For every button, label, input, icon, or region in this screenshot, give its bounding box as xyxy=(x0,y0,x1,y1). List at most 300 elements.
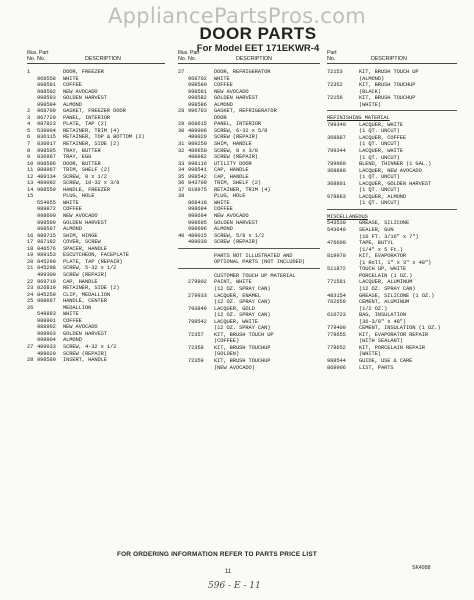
header-part: Part xyxy=(327,50,337,56)
part-number: 998581 xyxy=(188,88,207,95)
header-description: DESCRIPTION xyxy=(236,56,272,62)
part-description: LACQUER, WHITE xyxy=(359,148,403,155)
illus-number: 31 xyxy=(178,141,185,148)
illus-number: 16 xyxy=(27,232,34,239)
part-description: ALMOND xyxy=(214,101,233,108)
illus-number: 10 xyxy=(27,160,34,167)
part-number: 998903 xyxy=(37,330,56,337)
part-description: GOLDEN HARVEST xyxy=(214,219,258,226)
part-number: 543530 xyxy=(327,220,346,227)
part-description: PLATE, TAP (REPAIR) xyxy=(63,258,123,265)
part-number: 489134 xyxy=(37,173,56,180)
parts-column-1 xyxy=(27,50,165,364)
part-description: DOOR, FREEZER xyxy=(63,69,104,75)
illus-number: 6 xyxy=(27,134,31,141)
part-number: 998694 xyxy=(188,206,207,213)
part-description: ALMOND xyxy=(214,226,233,233)
part-number: 998695 xyxy=(188,219,207,226)
part-number: 998594 xyxy=(37,101,56,108)
part-description: LACQUER, NEW AVOCADO xyxy=(359,167,422,174)
illus-number: 40 xyxy=(178,232,185,239)
part-number: 998595 xyxy=(37,147,56,154)
parts-rows xyxy=(327,69,457,371)
parts-column-3 xyxy=(327,50,457,371)
part-description: WHITE xyxy=(214,199,230,206)
part-number: 988559 xyxy=(37,186,56,193)
part-description: SEALER, GUN xyxy=(359,227,394,234)
part-description: LIST, PARTS xyxy=(359,364,394,371)
part-number: 836017 xyxy=(37,141,56,148)
part-number: 72352 xyxy=(327,82,343,89)
illus-number: 28 xyxy=(178,108,185,115)
part-description: GOLDEN HARVEST xyxy=(63,95,107,102)
part-description: TAPE, BUTYL xyxy=(359,240,394,247)
part-description: SCREW (REPAIR) xyxy=(63,350,107,357)
part-number: 72153 xyxy=(327,69,343,75)
part-description: (12 OZ. SPRAY CAN) xyxy=(214,325,271,332)
part-number: 998580 xyxy=(188,82,207,89)
part-description: ALMOND xyxy=(63,337,82,344)
part-number: 279933 xyxy=(188,292,207,299)
part-number: 616723 xyxy=(327,312,346,319)
illus-number: 14 xyxy=(27,186,34,193)
part-number: 799344 xyxy=(327,148,346,155)
part-number: 489300 xyxy=(37,271,56,278)
part-description: MEDALLION xyxy=(63,304,92,311)
part-description: KIT, PORCELAIN REPAIR xyxy=(359,344,425,351)
part-number: 998591 xyxy=(37,82,56,89)
part-description: SCREW, 4-32 x 1/2 xyxy=(63,343,117,350)
part-description: LACQUER, GOLDEN HARVEST xyxy=(359,180,432,187)
part-number: 548883 xyxy=(37,311,56,318)
part-number xyxy=(188,365,214,372)
part-description: SHIM, HANDLE xyxy=(214,141,252,148)
part-number: 998667 xyxy=(37,298,56,305)
part-number: 989250 xyxy=(188,141,207,148)
header-description: DESCRIPTION xyxy=(371,56,407,62)
part-description: GREASE, SILICONE xyxy=(359,220,410,227)
part-description: RETAINER, TOP & BOTTOM (2) xyxy=(63,134,145,141)
part-description: DOOR, BUTTER xyxy=(63,160,101,167)
part-description: COFFEE xyxy=(63,206,82,213)
part-number: 989715 xyxy=(37,232,56,239)
illus-number: 9 xyxy=(27,154,31,161)
part-number: 867729 xyxy=(37,114,56,121)
part-description: (GOLDEN) xyxy=(214,351,240,358)
part-number: 779400 xyxy=(327,325,346,332)
part-number: 869906 xyxy=(327,364,346,371)
part-description: SCREW, 8 x 1/2 xyxy=(63,173,107,180)
illus-number: 23 xyxy=(27,285,34,292)
parts-rows xyxy=(27,69,165,364)
part-description: KIT, EVAPORATOR xyxy=(359,253,407,260)
part-description: RETAINER, TRIM (4) xyxy=(63,127,120,134)
part-description: (1 QT. UNCUT) xyxy=(359,187,400,194)
part-description: (COFFEE) xyxy=(214,338,240,345)
part-number: 762659 xyxy=(327,299,346,306)
part-description: SCREW, 5/8 x 1/2 xyxy=(214,232,265,239)
part-number: 989872 xyxy=(37,206,56,213)
part-description: (12 OZ. SPRAY CAN) xyxy=(214,299,271,306)
part-description: PLATE, TAP (2) xyxy=(63,121,107,128)
part-number: 998600 xyxy=(37,213,56,220)
part-description: GOLDEN HARVEST xyxy=(63,219,107,226)
illus-number: 19 xyxy=(27,252,34,259)
part-description: SCREW, 5-32 x 1/2 xyxy=(63,265,117,272)
illus-number: 20 xyxy=(27,258,34,265)
part-number: 868615 xyxy=(188,121,207,128)
part-number: 998597 xyxy=(37,226,56,233)
part-description: COFFEE xyxy=(63,317,82,324)
part-number: 489006 xyxy=(188,127,207,134)
part-description: PARTS NOT ILLUSTRATED AND xyxy=(214,252,293,259)
part-description: COFFEE xyxy=(214,206,233,213)
part-description: PANEL, INTERIOR xyxy=(214,121,262,128)
part-description: KIT, BRUSH TOUCH UP xyxy=(359,69,419,75)
part-number: 998542 xyxy=(188,173,207,180)
part-description: (NEW AVOCADO) xyxy=(214,364,255,371)
part-row xyxy=(178,259,320,266)
part-number: 845299 xyxy=(37,258,56,265)
part-description: KIT, BRUSH TOUCHUP xyxy=(214,344,271,351)
part-number: 998589 xyxy=(37,357,56,364)
watermark: AppliancePartsPros.com xyxy=(107,4,367,28)
part-description: TRIM, SHELF (2) xyxy=(214,180,262,187)
part-description: CEMENT, ALUMINUM xyxy=(359,299,410,306)
part-number: 819975 xyxy=(188,186,207,193)
part-number xyxy=(327,200,359,207)
part-description: (1 QT. UNCUT) xyxy=(359,154,400,161)
part-description: CLIP, MEDALLION xyxy=(63,291,111,298)
part-description: (ALMOND) xyxy=(359,75,385,82)
illus-number: 21 xyxy=(27,265,34,272)
part-description: CEMENT, INSULATION (1 OZ.) xyxy=(359,325,441,332)
part-description: ESCUTCHEON, FACEPLATE xyxy=(63,252,129,259)
part-number: 998586 xyxy=(188,101,207,108)
part-description: (1/2 OZ.) xyxy=(359,305,388,312)
header-rule xyxy=(327,63,457,64)
illus-number: 25 xyxy=(27,298,34,305)
part-number: 989153 xyxy=(37,252,56,259)
part-number: 988544 xyxy=(327,357,346,364)
part-number: 978883 xyxy=(327,193,346,200)
part-number: 843700 xyxy=(188,180,207,187)
illus-number: 32 xyxy=(178,147,185,154)
part-description: CAP, HANDLE xyxy=(63,278,98,285)
part-number: 987823 xyxy=(37,121,56,128)
part-description: RETAINER, SIDE (2) xyxy=(63,141,120,148)
part-number: 793849 xyxy=(188,305,207,312)
illus-number: 27 xyxy=(178,69,185,75)
part-number: 998116 xyxy=(188,160,207,167)
part-number: 988902 xyxy=(37,324,56,331)
part-number: 368889 xyxy=(327,167,346,174)
part-description: (12 OZ. SPRAY CAN) xyxy=(359,285,416,292)
illus-number xyxy=(178,365,188,372)
part-number: 72358 xyxy=(188,344,204,351)
part-description: GOLDEN HARVEST xyxy=(63,330,107,337)
part-number: 539904 xyxy=(37,127,56,134)
part-description: SCREW (REPAIR) xyxy=(214,239,258,246)
part-description: SCREW, 6-32 x 5/8 xyxy=(214,127,268,134)
ordering-footer: FOR ORDERING INFORMATION REFER TO PARTS PRICE LIST xyxy=(117,551,317,558)
part-number: 988901 xyxy=(37,317,56,324)
illus-number: 7 xyxy=(27,141,31,148)
part-number: 489030 xyxy=(188,239,207,246)
part-description: RETAINER, SIDE (2) xyxy=(63,285,120,292)
illus-number xyxy=(178,259,188,266)
part-description: GUIDE, USE & CARE xyxy=(359,357,413,364)
part-number: 72357 xyxy=(188,331,204,338)
part-number: 998541 xyxy=(188,167,207,174)
section-heading: MISCELLANEOUS xyxy=(327,213,368,220)
part-description: ALMOND xyxy=(63,226,82,233)
parts-column-2 xyxy=(178,50,320,371)
part-row xyxy=(178,365,320,372)
part-description: SCREW, 8 x 3/8 xyxy=(214,147,258,154)
illus-number: 37 xyxy=(178,186,185,193)
part-description: COVER, SCREW xyxy=(63,239,101,246)
illus-number: 28 xyxy=(27,357,34,364)
part-number: 368887 xyxy=(327,134,346,141)
part-description: TRIM, SHELF (2) xyxy=(63,167,111,174)
part-number: 998592 xyxy=(37,88,56,95)
illus-number: 33 xyxy=(178,160,185,167)
part-number: 771581 xyxy=(327,279,346,286)
part-description: PANEL, INTERIOR xyxy=(63,114,111,121)
part-description: CAP, HANDLE xyxy=(214,167,249,174)
part-description: (BLACK) xyxy=(359,88,381,95)
part-number: 543640 xyxy=(327,227,346,234)
part-description: PLUG, HOLE xyxy=(63,193,95,200)
part-description: CAP, HANDLE xyxy=(214,173,249,180)
part-description: UTILITY DOOR xyxy=(214,160,252,167)
header-no: No. xyxy=(27,56,36,62)
part-number: 826819 xyxy=(37,285,56,292)
part-description: GASKET, FREEZER DOOR xyxy=(63,108,126,115)
illus-number: 8 xyxy=(27,147,31,154)
part-description: HANDLE, CENTER xyxy=(63,298,107,305)
illus-number: 17 xyxy=(27,239,34,246)
part-description: (1 QT. UNCUT) xyxy=(359,174,400,181)
part-description: HANDLE, FREEZER xyxy=(63,186,111,193)
part-number: 489033 xyxy=(37,343,56,350)
part-description: TOUCH UP, WHITE xyxy=(359,266,407,273)
part-number: 998593 xyxy=(37,95,56,102)
part-description: (12 OZ. SPRAY CAN) xyxy=(214,312,271,319)
part-row xyxy=(178,239,320,246)
part-number: 998582 xyxy=(188,95,207,102)
part-number: 489015 xyxy=(188,232,207,239)
part-description: CUSTOMER TOUCH UP MATERIAL xyxy=(214,272,296,279)
part-number: 996703 xyxy=(188,108,207,115)
part-description: DOOR, REFRIGERATOR xyxy=(214,69,271,75)
header-rule xyxy=(178,63,320,64)
part-number: 868416 xyxy=(188,199,207,206)
part-description: WHITE xyxy=(63,311,79,318)
model-subtitle: For Model EET 171EKWR-4 xyxy=(196,43,320,54)
part-description: (1/4" x 5 Ft.) xyxy=(359,246,403,253)
part-description: WHITE xyxy=(63,75,79,82)
part-description: SPACER, HANDLE xyxy=(63,245,107,252)
part-description: KIT, BRUSH TOUCHUP xyxy=(359,95,416,102)
part-description: LACQUER, GOLD xyxy=(214,305,255,312)
header-no: No. xyxy=(327,56,336,62)
part-number: 969719 xyxy=(37,278,56,285)
part-number: 998694 xyxy=(188,213,207,220)
part-description: COFFEE xyxy=(214,82,233,89)
part-description: (WHITE) xyxy=(359,351,381,358)
part-description: SCREW, 10-32 x 3/8 xyxy=(63,180,120,187)
part-number: 779655 xyxy=(327,331,346,338)
illus-number: 15 xyxy=(27,193,34,200)
part-number: 998696 xyxy=(188,226,207,233)
header-part-no: No. xyxy=(188,56,197,62)
part-description: LACQUER, ENAMEL xyxy=(214,292,262,299)
part-description: SCREW (REPAIR) xyxy=(214,154,258,161)
part-number xyxy=(327,102,359,109)
illus-number: 13 xyxy=(27,180,34,187)
part-number: 998596 xyxy=(37,160,56,167)
part-description: LACQUER, ALMOND xyxy=(359,193,407,200)
part-description: KIT, BRUSH TOUCH UP xyxy=(214,331,274,338)
part-number: 968558 xyxy=(37,75,56,82)
part-description: TRAY, BUTTER xyxy=(63,147,101,154)
illus-number: 26 xyxy=(27,304,34,311)
parts-rows xyxy=(178,69,320,371)
part-description: SCREW (REPAIR) xyxy=(63,271,107,278)
part-description: NEW AVOCADO xyxy=(63,324,98,331)
part-number: 799960 xyxy=(327,161,346,168)
part-number: 998904 xyxy=(37,337,56,344)
part-description: NEW AVOCADO xyxy=(63,88,98,95)
illus-number: 12 xyxy=(27,173,34,180)
part-description: (10 FT. 3/16" x 7") xyxy=(359,233,419,240)
part-description: KIT, BRUSH TOUCHUP xyxy=(214,357,271,364)
part-description: LACQUER, ALUMINUM xyxy=(359,279,413,286)
illus-number: 24 xyxy=(27,291,34,298)
illus-number: 2 xyxy=(27,108,31,115)
part-number: 489029 xyxy=(188,134,207,141)
part-description: PLUG, HOLE xyxy=(214,193,246,200)
part-description: ALMOND xyxy=(63,101,82,108)
part-number: 799542 xyxy=(188,318,207,325)
illus-number: 35 xyxy=(178,173,185,180)
header-rule xyxy=(27,63,165,64)
section-heading: REFINISHING MATERIAL xyxy=(327,115,390,122)
part-row xyxy=(327,200,457,207)
part-row xyxy=(327,102,457,109)
header-part-no: No. xyxy=(37,56,46,62)
part-description: SCREW (REPAIR) xyxy=(214,134,258,141)
part-description: (1 Roll, 1" x 3" x 48") xyxy=(359,259,432,266)
handwritten-annotation: 596 - E - 11 xyxy=(208,581,261,591)
part-description: BAG, INSULATION xyxy=(359,312,407,319)
part-description: (WITH SEALANT) xyxy=(359,338,403,345)
part-number: 845298 xyxy=(37,265,56,272)
part-description: (1 QT. UNCUT) xyxy=(359,200,400,207)
part-number: 998599 xyxy=(37,219,56,226)
part-number xyxy=(188,259,214,266)
illus-number: 38 xyxy=(178,193,185,200)
part-description: TRAY, EGG xyxy=(63,154,92,161)
illus-number: 3 xyxy=(27,114,31,121)
part-description: GASKET, REFRIGERATOR xyxy=(214,108,277,115)
part-description: WHITE xyxy=(63,199,79,206)
part-number: 72156 xyxy=(327,95,343,102)
part-number: 968700 xyxy=(37,108,56,115)
page-number: 11 xyxy=(225,569,232,575)
part-description: NEW AVOCADO xyxy=(214,213,249,220)
part-description: (1 QT. UNCUT) xyxy=(359,128,400,135)
part-description: OPTIONAL PARTS (NOT INCLUDED) xyxy=(214,259,305,266)
part-number: 279902 xyxy=(188,279,207,286)
part-number: 489650 xyxy=(188,147,207,154)
part-description: KIT, EVAPORATOR REPAIR xyxy=(359,331,428,338)
part-description: NEW AVOCADO xyxy=(63,213,98,220)
part-number: 988967 xyxy=(37,167,56,174)
illus-number: 11 xyxy=(27,167,34,174)
illus-number xyxy=(178,239,188,246)
illus-number: 1 xyxy=(27,69,31,75)
part-description: (36-3/8" x 48") xyxy=(359,318,407,325)
part-description: INSERT, HANDLE xyxy=(63,357,107,364)
part-description: BLEND, THINNER (1 GAL.) xyxy=(359,161,432,168)
part-description: GREASE, SILICONE (1 OZ.) xyxy=(359,292,435,299)
column-header xyxy=(27,50,165,69)
illus-number: 22 xyxy=(27,278,34,285)
part-number: 819970 xyxy=(327,253,346,260)
column-header xyxy=(327,50,457,69)
part-description: DOOR xyxy=(214,114,227,121)
part-number: 846576 xyxy=(37,245,56,252)
part-description: (12 OZ. SPRAY CAN) xyxy=(214,285,271,292)
illus-number: 29 xyxy=(178,121,185,128)
part-description: PORCELAIN (1 OZ.) xyxy=(359,272,413,279)
part-number: 779652 xyxy=(327,344,346,351)
illus-number: 36 xyxy=(178,180,185,187)
part-description: RETAINER, TRIM (4) xyxy=(214,186,271,193)
part-number: 488982 xyxy=(188,154,207,161)
illus-number: 30 xyxy=(178,127,185,134)
part-number: 968702 xyxy=(188,75,207,82)
part-description: WHITE xyxy=(214,75,230,82)
header-illus: Illus. Part xyxy=(27,50,49,56)
part-number: 799340 xyxy=(327,121,346,128)
part-number: 489020 xyxy=(37,350,56,357)
part-number: 845259 xyxy=(37,291,56,298)
header-no: No. xyxy=(178,56,187,62)
part-number: 511872 xyxy=(327,266,346,273)
part-description: PAINT, WHITE xyxy=(214,279,252,286)
illus-number: 18 xyxy=(27,245,34,252)
header-description: DESCRIPTION xyxy=(85,56,121,62)
column-header xyxy=(178,50,320,69)
illus-number: 34 xyxy=(178,167,185,174)
part-number: 554955 xyxy=(37,199,56,206)
part-description: (WHITE) xyxy=(359,101,381,108)
part-number: 72359 xyxy=(188,357,204,364)
part-description: GOLDEN HARVEST xyxy=(214,95,258,102)
part-description: SHIM, HINGE xyxy=(63,232,98,239)
part-number: 489092 xyxy=(37,180,56,187)
illus-number: 27 xyxy=(27,343,34,350)
part-description: (1 QT. UNCUT) xyxy=(359,141,400,148)
part-number: 987182 xyxy=(37,239,56,246)
illus-number: 5 xyxy=(27,127,31,134)
part-row xyxy=(27,357,165,364)
part-number: 836115 xyxy=(37,134,56,141)
